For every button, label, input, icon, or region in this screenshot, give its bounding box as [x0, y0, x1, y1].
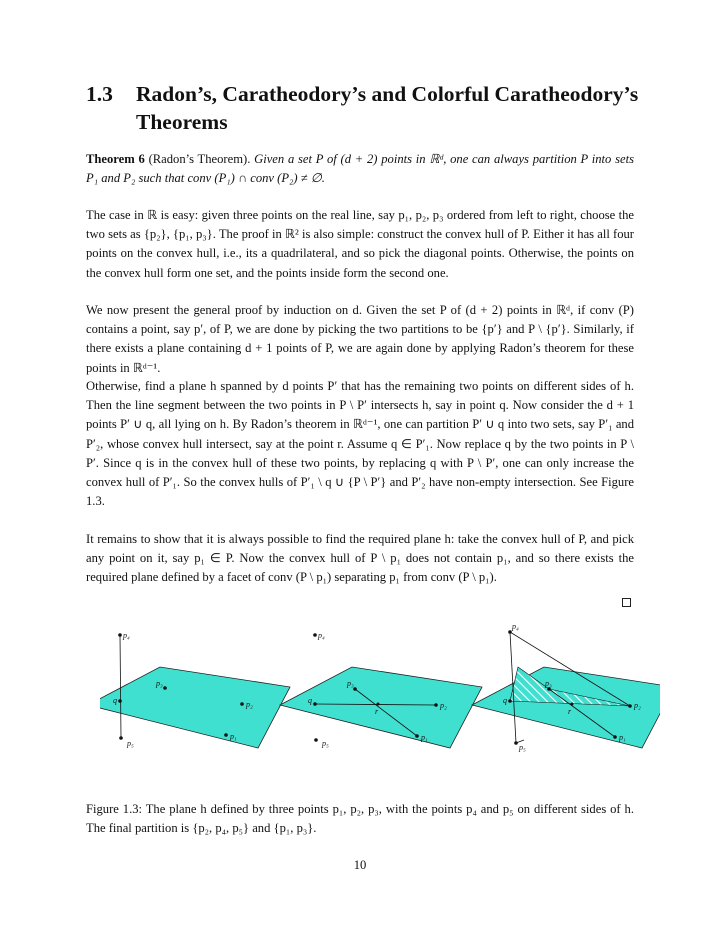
label-p3: p₃ — [347, 679, 354, 688]
plane-h — [472, 667, 660, 748]
theorem-label: Theorem 6 — [86, 152, 145, 166]
figure-panel-3 — [472, 622, 660, 752]
label-r: r — [568, 707, 572, 716]
point-p1 — [613, 735, 617, 739]
qed-box-icon — [622, 598, 631, 607]
paragraph-text: The case in ℝ is easy: given three points on the real line, say p₁, p₂, p₃ ordered from left to right, choose the two sets as {p₂}, {p₁, p₃}. The proof in ℝ² is also simple: construct the convex hull of P. Either it has all four points on the convex hull, i.e., its a quadrilateral, and so pick the diagonal points. Otherwise, the points on the convex hull form one set, and the points inside form the second one. — [86, 208, 634, 280]
theorem-name: (Radon’s Theorem). — [148, 152, 251, 166]
theorem-block — [86, 150, 634, 188]
section-title: Radon’s, Caratheodory’s and Colorful Caratheodory’s Theorems — [136, 82, 639, 134]
plane-h — [100, 667, 290, 748]
paragraph-text: Otherwise, find a plane h spanned by d points P′ that has the remaining two points on different sides of h. Then the line segment between the two points in P \ P′ intersects h, say in point q. Now consider the d + 1 points P′ ∪ q, all lying on h. By Radon’s theorem in ℝᵈ⁻¹, one can partition P′ ∪ q into two sets, say P′₁ and P′₂, whose convex hull intersect, say at the point r. Assume q ∈ P′₁. Now replace q by the two points in P \ P′. Since q is in the convex hull of these two points, by replacing q with P \ P′, one can only increase the convex hull of P′₁. So the convex hulls of P′₁ \ q ∪ {P \ P′} and P′₂ have non-empty intersection. See Figure 1.3. — [86, 379, 634, 509]
label-q: q — [503, 696, 507, 705]
paragraph-4 — [86, 530, 634, 588]
figure-1-3 — [100, 620, 660, 770]
label-p2: p₂ — [634, 701, 641, 710]
paragraph-1 — [86, 206, 634, 283]
point-r — [571, 703, 574, 706]
paragraph-2 — [86, 301, 634, 378]
figure-panel-1 — [100, 631, 290, 748]
paragraph-text: It remains to show that it is always possible to find the required plane h: take the convex hull of P, and pick any point on it, say p₁ ∈ P. Now the convex hull of P \ p₁ does not contain p₁, and so there exists the required plane defined by a facet of conv (P \ p₁) separating p₁ from conv (P \ p₁). — [86, 532, 634, 585]
figure-panel-2 — [280, 631, 482, 748]
label-p1: p₁ — [619, 733, 626, 742]
point-p2 — [628, 704, 632, 708]
label-p3: p₃ — [545, 679, 552, 688]
label-r: r — [375, 707, 379, 716]
label-p1: p₁ — [421, 733, 428, 742]
figure-caption: Figure 1.3: The plane h defined by three points p₁, p₂, p₃, with the points p₄ and p₅ on different sides of h. The final partition is {p₂, p₄, p₅} and {p₁, p₃}. — [86, 802, 634, 836]
paragraph-text: We now present the general proof by induction on d. Given the set P of (d + 2) points in ℝᵈ, if conv (P) contains a point, say p′, of P, we are done by picking the two partitions to be {p′} and P \ {p′}. Similarly, if there exists a plane containing d + 1 points of P, we are again done by applying Radon’s theorem for these points in ℝᵈ⁻¹. — [86, 303, 634, 375]
label-p4: p₄ — [318, 631, 325, 640]
plane-h — [280, 667, 482, 748]
label-q: q — [308, 696, 312, 705]
figure-svg — [100, 620, 660, 770]
point-p5 — [314, 738, 318, 742]
label-p5: p₅ — [322, 739, 329, 748]
point-q — [313, 702, 317, 706]
point-p4 — [118, 633, 122, 637]
label-p3: p₃ — [156, 679, 163, 688]
label-p1: p₁ — [230, 732, 237, 741]
label-p5: p₅ — [127, 739, 134, 748]
label-q: q — [113, 696, 117, 705]
point-p5 — [119, 736, 123, 740]
label-p4: p₄ — [512, 622, 519, 631]
point-r — [377, 703, 380, 706]
label-p2: p₂ — [440, 701, 447, 710]
point-p1 — [415, 734, 419, 738]
segment-p4-p5 — [120, 635, 121, 738]
point-p2 — [434, 703, 438, 707]
point-p3 — [163, 686, 167, 690]
page-number: 10 — [353, 858, 367, 872]
point-p2 — [240, 702, 244, 706]
point-q — [118, 699, 122, 703]
label-p2: p₂ — [246, 700, 253, 709]
section-number: 1.3 — [86, 82, 113, 106]
point-p5 — [514, 741, 518, 745]
point-p4 — [313, 633, 317, 637]
point-p1 — [224, 733, 228, 737]
label-p5: p₅ — [519, 743, 526, 752]
point-q — [508, 699, 512, 703]
paragraph-3 — [86, 377, 634, 511]
label-p4: p₄ — [123, 631, 130, 640]
theorem-statement: Given a set P of (d + 2) points in ℝᵈ, one can always partition P into sets P₁ and P₂ such that conv (P₁) ∩ conv (P₂) ≠ ∅. — [86, 152, 634, 186]
